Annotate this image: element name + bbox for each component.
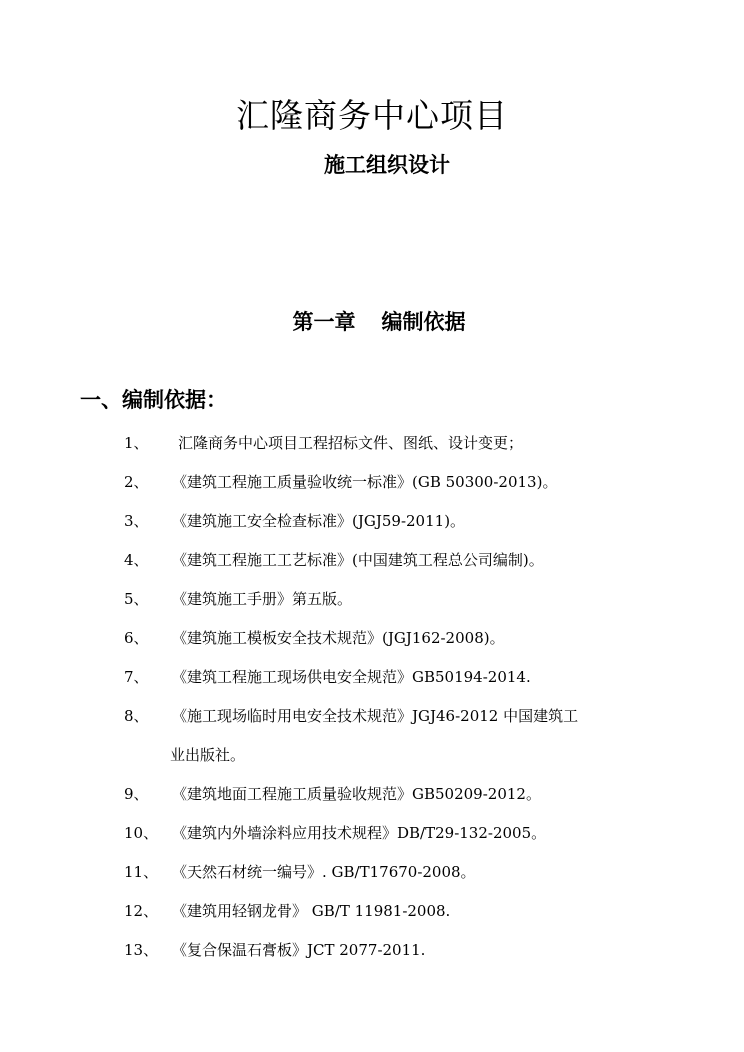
item-text: 《建筑施工模板安全技术规范》(JGJ162-2008)。 — [172, 629, 505, 647]
document-title: 汇隆商务中心项目 — [236, 96, 508, 135]
list-item — [124, 931, 684, 970]
list-item — [124, 541, 684, 580]
list-item — [124, 814, 684, 853]
item-number: 8、 — [124, 707, 149, 725]
item-text: 汇隆商务中心项目工程招标文件、图纸、设计变更； — [178, 434, 524, 452]
item-number: 10、 — [124, 824, 159, 842]
list-item — [124, 502, 684, 541]
item-number: 5、 — [124, 590, 149, 608]
item-text: 《建筑施工安全检查标准》(JGJ59-2011)。 — [172, 512, 466, 530]
item-text: 《建筑工程施工工艺标准》(中国建筑工程总公司编制)。 — [172, 551, 544, 569]
item-number: 12、 — [124, 902, 159, 920]
list-item — [124, 775, 684, 814]
chapter-name: 编制依据 — [381, 310, 466, 334]
item-text: 《建筑工程施工现场供电安全规范》GB50194-2014. — [172, 668, 531, 686]
section-heading: 一、编制依据： — [80, 388, 227, 412]
subtitle-text: 施工组织设计 — [324, 153, 450, 177]
reference-list — [124, 424, 684, 970]
list-item — [124, 658, 684, 697]
item-number: 9、 — [124, 785, 149, 803]
item-number: 6、 — [124, 629, 149, 647]
item-text: 《天然石材统一编号》. GB/T17670-2008。 — [172, 863, 476, 881]
list-item — [124, 424, 684, 463]
list-item — [124, 697, 684, 775]
item-number: 4、 — [124, 551, 149, 569]
item-number: 13、 — [124, 941, 159, 959]
list-item — [124, 892, 684, 931]
list-item — [124, 853, 684, 892]
list-item — [124, 619, 684, 658]
item-text: 《建筑地面工程施工质量验收规范》GB50209-2012。 — [172, 785, 541, 803]
chapter-heading — [0, 307, 744, 337]
document-subtitle — [0, 150, 744, 180]
item-text: 《建筑内外墙涂料应用技术规程》DB/T29-132-2005。 — [172, 824, 547, 842]
item-text: 《建筑施工手册》第五版。 — [172, 590, 353, 608]
list-item — [124, 580, 684, 619]
list-item — [124, 463, 684, 502]
item-number: 11、 — [124, 863, 159, 881]
item-number: 7、 — [124, 668, 149, 686]
item-text: 《建筑用轻钢龙骨》 GB/T 11981-2008. — [172, 902, 451, 920]
item-text: 《复合保温石膏板》JCT 2077-2011. — [172, 941, 426, 959]
item-number: 1、 — [124, 434, 149, 452]
item-text: 《施工现场临时用电安全技术规范》JGJ46-2012 中国建筑工 — [172, 707, 579, 725]
item-number: 2、 — [124, 473, 149, 491]
item-text-continuation: 业出版社。 — [170, 746, 246, 764]
item-text: 《建筑工程施工质量验收统一标准》(GB 50300-2013)。 — [172, 473, 558, 491]
item-number: 3、 — [124, 512, 149, 530]
chapter-number: 第一章 — [292, 310, 356, 334]
